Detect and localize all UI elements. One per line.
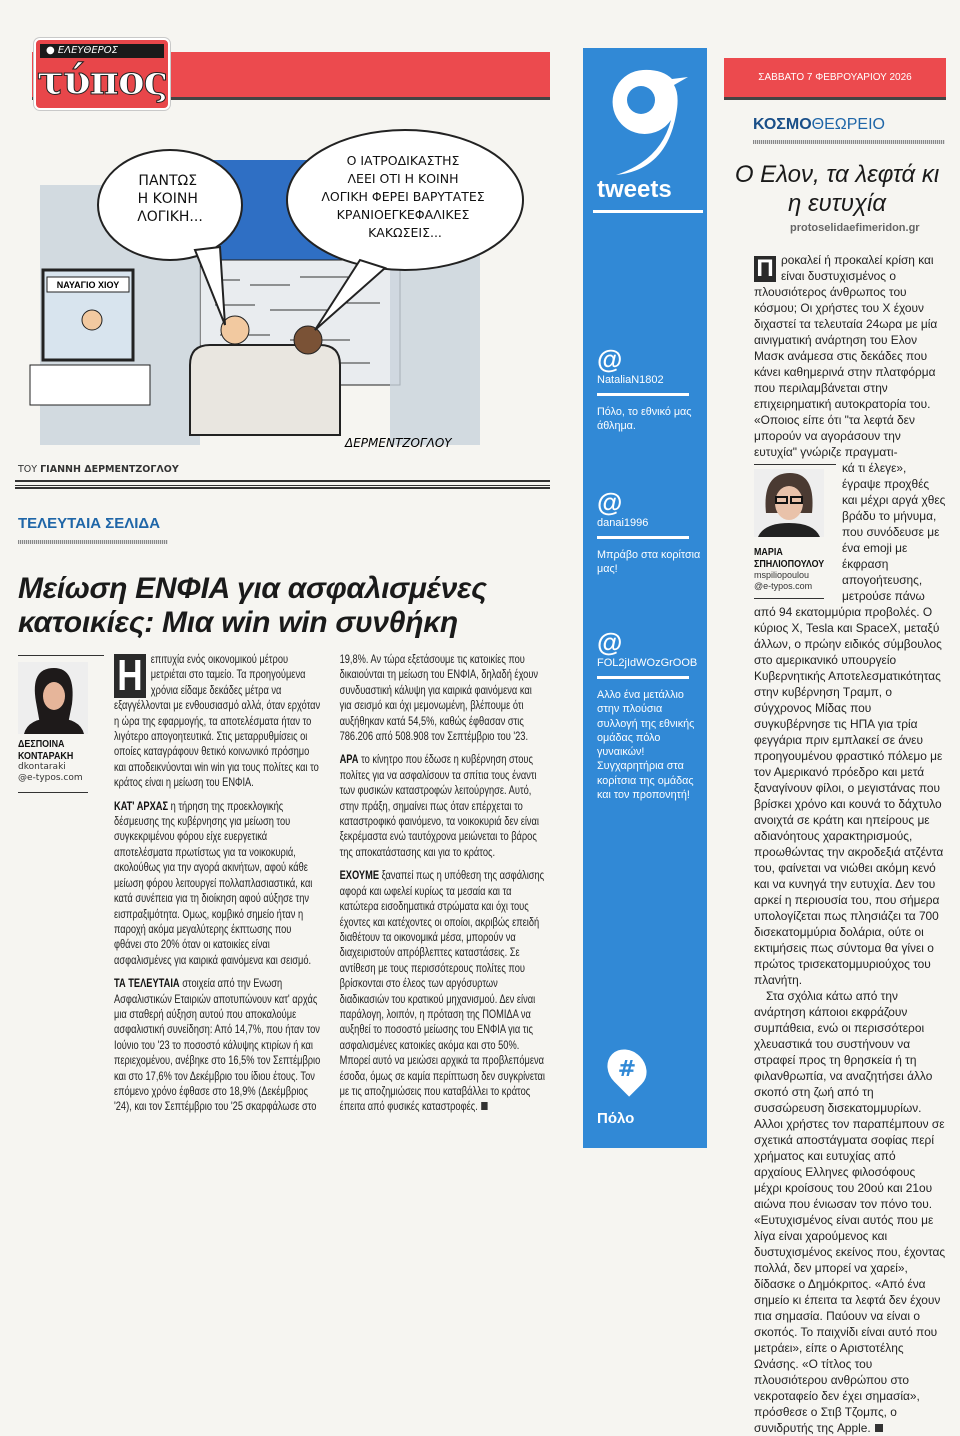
end-mark <box>875 1424 883 1432</box>
columnist-handle: mspiliopoulou <box>754 570 810 580</box>
at-icon: @ <box>597 627 623 657</box>
author-box <box>18 655 104 793</box>
svg-text:ΠΑΝΤΩΣ Η ΚΟΙΝΗ ΛΟΓΙΚΗ. <box>137 173 203 225</box>
cartoon-byline <box>18 464 179 475</box>
at-icon: @ <box>597 344 623 374</box>
columnist-box <box>754 460 836 599</box>
byline-prefix: ΤΟΥ <box>18 464 38 475</box>
paragraph-lead: ΕΧΟΥΜΕ <box>339 869 380 883</box>
tweets-title: tweets <box>597 176 672 203</box>
bubble-right-line: ΛΕΕΙ ΟΤΙ Η ΚΟΙΝΗ <box>347 171 459 186</box>
drop-cap: Η <box>114 654 146 698</box>
author-photo <box>18 662 88 734</box>
hashtag-icon: # <box>617 1057 637 1082</box>
section-bold: ΚΟΣΜΟ <box>753 116 812 133</box>
columnist-email[interactable]: @e-typos.com <box>754 581 813 591</box>
bubble-right-line: Ο ΙΑΤΡΟΔΙΚΑΣΤΗΣ <box>346 153 460 168</box>
paragraph: στοιχεία από την Ενωση Ασφαλιστικών Εταιριών αποτυπώνουν κατ' αρχάς μια σταθερή αύξηση αυτού που αποκαλούμε ασφαλιστική συνείδηση: Από 14,7%, που ήταν τον Ιούνιο του '23 το ποσοστό κάλυψης κτιρίων ή και περιεχομένου, ανέβηκε στο 16,5% τον Σεπτέμβριο και στο 17,6% τον Δεκέμβριο του ίδιου έτους. Τον επόμενο χρόνο έφθασε στο 18,9% (Δεκέμβριος '24), και τον Σεπτέμβριο του '25 σκαρφάλωσε στο 19,8%. Αν τώρα εξετάσουμε τις κατοικίες που δικαιούνται τη μείωση του ΕΝΦΙΑ, δηλαδή έχουν συνδυαστική κάλυψη για καιρικά φαινόμενα και για σεισμό και όχι μεμονωμένη, βλέπουμε ότι αυξήθηκαν κατά 54,5%, καθώς έφθασαν στις 786.206 από 508.908 τον Σεπτέμβριο του '23. <box>114 653 539 1114</box>
watermark: protoselidaefimeridon.gr <box>790 222 920 234</box>
logo-kicker: ● ΕΛΕΥΘΕΡΟΣ <box>40 44 164 58</box>
paragraph-lead: ΑΡΑ <box>339 753 359 767</box>
bubble-left-line: ΠΑΝΤΩΣ <box>138 173 198 189</box>
author-handle: dkontaraki <box>18 762 66 772</box>
tweet-item <box>597 345 701 434</box>
column-hatch <box>753 140 945 144</box>
logo-wordmark: τύπος <box>37 57 167 104</box>
bubble-left-line: ΛΟΓΙΚΗ... <box>137 209 203 225</box>
article-headline: Μείωση ΕΝΦΙΑ για ασφαλισμένες κατοικίες: Μια win win συνθήκη <box>18 572 487 639</box>
paragraph: ξαναπεί πως η υπόθεση της ασφάλισης αφορά και ωφελεί κυρίως τα μεσαία και τα κατώτερα εισοδηματικά στρώματα και όχι τους έχοντες και κατέχοντες οι οποίοι, ακριβώς επειδή διαθέτουν τα οικονομικά μέσα, μπορούν να διαχειριστούν απρόβλεπτες καταστάσεις. Σε αντίθεση με τους περισσότερους πολίτες που βρίσκονται στο έλεος των αργόσυρτων διαδικασιών του κρατικού μηχανισμού. Δεν είναι παράλογη, λοιπόν, η πρόταση της ΠΟΜΙΔΑ να αυξηθεί το ποσοστό μείωσης του ΕΝΦΙΑ για τις ασφαλισμένες κατοικίες ακόμα και στο 50%. Μπορεί αυτό να μειώσει αρχικά τα προβλεπόμενα έσοδα, όμως σε καμία περίπτωση δεν συγκρίνεται με τις αποζημιώσεις που καταβάλλει το κράτος έπειτα από φυσικές καταστροφές. <box>339 869 545 1114</box>
paragraph: Στα σχόλια κάτω από την ανάρτηση κάποιοι εκφράζουν συμπάθεια, ενώ οι περισσότεροι χλευαστικά του συστήνουν να στραφεί προς τη θρησκεία ή τη φιλανθρωπία, να αναζητήσει άλλο σκοπό στη ζωή από τη συσσώρευση δισεκατομμυρίων. Αλλοι χρήστες τον παραπέμπουν σε σχετικά αποστάγματα σοφίας περί χρήματος και ευτυχίας από αρχαίους Ελληνες φιλοσόφους μέχρι κροίσους του 20ού και 21ου αιώνα που ένιωσαν τον πόνο του. «Ευτυχισμένος είναι αυτός που με λίγα είναι χαρούμενος και δυστυχισμένος εκείνος που, έχοντας πολλά, δεν μπορεί να χαρεί», δίδασκε ο Δημόκριτος. «Από ένα σημείο κι έπειτα τα λεφτά δεν έχουν πια σημασία. Παύουν να είναι ο σκοπός. Το παιχνίδι είναι αυτό που μετράει», είπε ο Αριστοτέλης Ωνάσης. «Ο τίτλος του πλουσιότερου ανθρώπου στο νεκροταφείο δεν έχει σημασία», πρόσθεσε ο Στιβ Τζομπς, ο συνιδρυτής της Apple. <box>754 989 946 1435</box>
paragraph: επιτυχία ενός οικονομικού μέτρου μετριέται στο ταμείο. Τα προηγούμενα χρόνια είδαμε δεκάδες μέτρα να εξαγγέλλονται με ενθουσιασμό αλλά, όταν ερχόταν η ώρα της εφαρμογής, τα αποτελέσματα ήταν το λιγότερο απογοητευτικά. Στις μεταρρυθμίσεις οι οποίες καταγράφουν θετικό κοινωνικό πρόσημο και αποδεικνύονται win win για τους πολίτες και το κράτος είναι η μείωση του ΕΝΦΙΑ. <box>114 653 321 790</box>
divider-rules <box>15 480 550 489</box>
hashtag-label[interactable]: Πόλο <box>597 1110 635 1127</box>
bird-logo-icon <box>603 60 693 190</box>
end-mark <box>481 1102 487 1110</box>
tv-caption: ΝΑΥΑΓΙΟ ΧΙΟΥ <box>56 280 120 290</box>
bubble-right-line: ΚΑΚΩΣΕΙΣ... <box>368 225 442 240</box>
editorial-cartoon <box>20 125 540 460</box>
paragraph-lead: ΤΑ ΤΕΛΕΥΤΑΙΑ <box>114 977 180 991</box>
paragraph: το κίνητρο που έδωσε η κυβέρνηση στους πολίτες για να ασφαλίσουν τα σπίτια τους έναντι των φυσικών καταστροφών λειτούργησε. Αυτό, στην πράξη, σημαίνει πως όταν επέρχεται το καταστροφικό φαινόμενο, τα νοικοκυριά δεν είναι ξεκρέμαστα ενώ ταυτόχρονα μειώνεται το βάρος της αποκατάστασης και για το κράτος. <box>339 753 539 859</box>
section-light: ΘΕΩΡΕΙΟ <box>811 116 885 133</box>
tweet-user[interactable]: FOL2jIdWOzGrOOB <box>597 657 698 669</box>
byline-name: ΓΙΑΝΝΗ ΔΕΡΜΕΝΤΖΟΓΛΟΥ <box>40 464 179 475</box>
section-hatch <box>18 540 168 544</box>
tweet-text: Αλλο ένα μετάλλιο στην πλούσια συλλογή της εθνικής ομάδας πόλο γυναικών! Συγχαρητήρια στα κορίτσια της ομάδας και τον προπονητή! <box>597 689 695 802</box>
issue-date: ΣΑΒΒΑΤΟ 7 ΦΕΒΡΟΥΑΡΙΟΥ 2026 <box>758 72 912 83</box>
tweet-text: Μπράβο στα κορίτσια μας! <box>597 549 701 576</box>
paragraph: κά τι έλεγε», έγραψε προχθές και μέχρι αργά χθες βράδυ το μήνυμα, που συνόδευσε με ένα emoji με έκφραση απογοήτευσης, μετρούσε πάνω από 94 εκατομμύρια προβολές. Ο κύριος Χ, Tesla και SpaceX, μεταξύ άλλων, ο πρώην ειδικός σύμβουλος στο αμερικανικό υπουργείο Κυβερνητικής Αποτελεσματικότητας στην κυβέρνηση Τραμπ, ο σύγχρονος Μίδας που συγκυβέρνησε τις ΗΠΑ για τρία φεγγάρια πριν εμπλακεί σε άνευ προηγουμένου φραστικό πόλεμο με τον Αμερικανό πρόεδρο και μετά ξαναγίνουν φίλοι, ο μεγιστάνας που βρίσκει χρόνο και κουνά το δάχτυλο ανοιχτά σε κράτη και ηπείρους με αδιανόητους χαρακτηρισμούς, προωθώντας την ακροδεξιά ατζέντα του, φαίνεται να νιώθει ακόμη κενό και να κυνηγά την ευτυχία. Δεν του αρκεί η περιουσία του, που σήμερα υπολογίζεται πως πλησιάζει τα 700 δισεκατομμύρια δολάρια, ούτε οι εκτιμήσεις πως σύντομα θα γίνει ο πρώτος τρισεκατομμυριούχος του πλανήτη. <box>754 461 946 987</box>
tweet-item <box>597 488 701 577</box>
tweet-user[interactable]: NataliaN1802 <box>597 374 664 386</box>
author-last-name: ΚΟΝΤΑΡΑΚΗ <box>18 750 74 762</box>
columnist-first-name: ΜΑΡΙΑ <box>754 546 783 558</box>
tweet-item <box>597 628 701 802</box>
cartoonist-signature: ΔΕΡΜΕΝΤΖΟΓΛΟΥ <box>345 436 452 450</box>
paragraph: ροκαλεί ή προκαλεί κρίση και είναι δυστυχισμένος ο πλουσιότερος άνθρωπος του κόσμου; Οι χρήστες του Χ έχουν διχαστεί τα τελευταία 24ωρα με μία αινιγματική ανάρτηση του Ελον Μασκ ανάμεσα στις δεκάδες που κάνει καθημερινά στην πλατφόρμα που περιλαμβάνεται στην επιχειρηματική αυτοκρατορία του. «Οποιος είπε ότι "τα λεφτά δεν μπορούν να αγοράσουν την ευτυχία" γνώριζε πραγματι- <box>754 253 938 459</box>
columnist-photo <box>754 469 824 537</box>
column-body <box>754 252 946 1436</box>
tweet-text: Πόλο, το εθνικό μας άθλημα. <box>597 406 692 433</box>
bubble-left-line: Η ΚΟΙΝΗ <box>137 191 198 207</box>
newspaper-logo <box>34 38 170 110</box>
columnist-last-name: ΣΠΗΛΙΟΠΟΥΛΟΥ <box>754 558 825 570</box>
bubble-right-line: ΛΟΓΙΚΗ ΦΕΡΕΙ ΒΑΡΥΤΑΤΕΣ <box>321 189 485 204</box>
date-band <box>724 58 946 100</box>
column-section-label <box>753 116 885 134</box>
drop-cap: Π <box>754 256 776 282</box>
tweets-rule <box>593 210 703 213</box>
tweet-user[interactable]: danai1996 <box>597 517 649 529</box>
bubble-right-line: ΚΡΑΝΙΟΕΓΚΕΦΑΛΙΚΕΣ <box>336 207 470 222</box>
paragraph: η τήρηση της προεκλογικής δέσμευσης της κυβέρνησης για μείωση του συγκεκριμένου φόρου είχε ευεργετικά αποτελέσματα πρωτίστως για τα νοικοκυριά, ακολούθως για την αγορά ακινήτων, αφού κάθε μείωση φόρου λειτουργεί πολλαπλασιαστικά, και κατά συνέπεια για τη διοίκηση αφού αύξησε την εισπραξιμότητα. Ομως, κομβικό σημείο ήταν η παροχή ακόμα μεγαλύτερης έκπτωσης που φθάνει στο 20% όταν οι κατοικίες είναι ασφαλισμένες για καιρικά φαινόμενα και σεισμό. <box>114 799 313 967</box>
author-first-name: ΔΕΣΠΟΙΝΑ <box>18 738 65 750</box>
at-icon: @ <box>597 487 623 517</box>
author-email[interactable]: @e-typos.com <box>18 773 83 783</box>
section-label: ΤΕΛΕΥΤΑΙΑ ΣΕΛΙΔΑ <box>18 515 161 532</box>
tweets-column <box>583 48 707 1148</box>
column-title: Ο Ελον, τα λεφτά κι η ευτυχία <box>734 161 940 217</box>
paragraph-lead: ΚΑΤ' ΑΡΧΑΣ <box>114 799 169 813</box>
article-body <box>114 652 546 1119</box>
